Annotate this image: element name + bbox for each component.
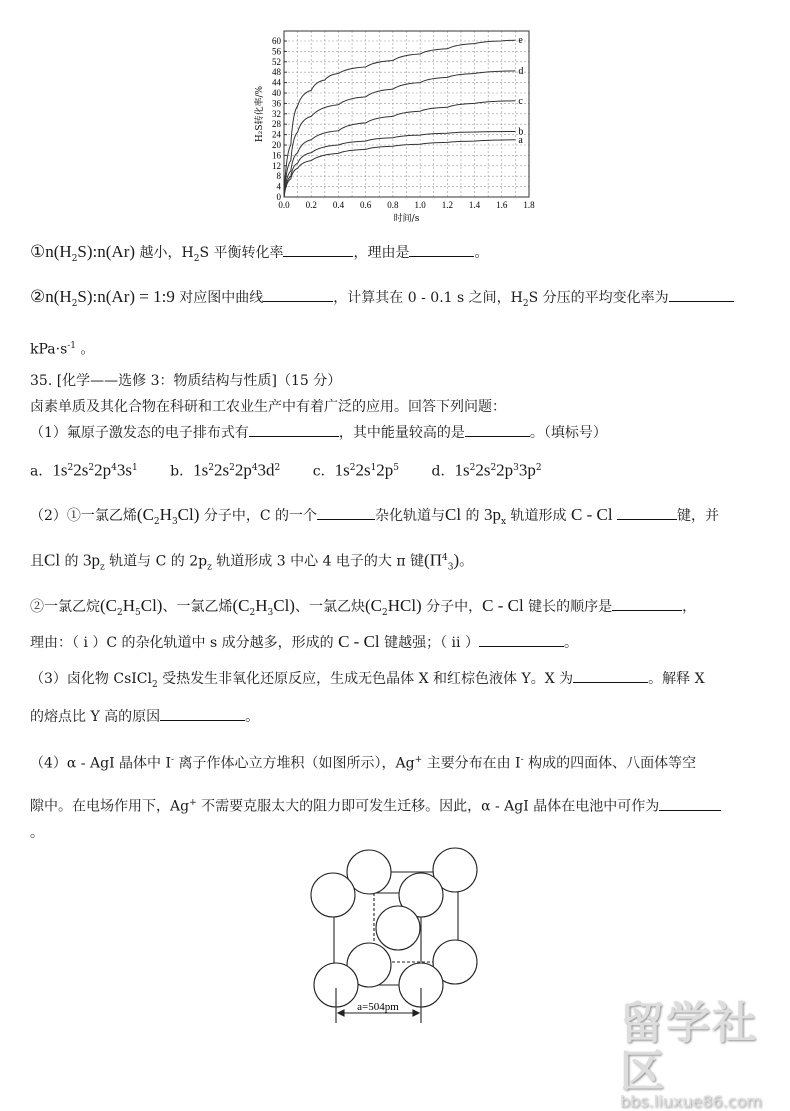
text-segment: 键越强；（ ii ） [379,635,479,651]
superscript: + [189,798,197,808]
text-segment: 轨道形成 3 中心 4 电子的大 π 键 [211,553,425,570]
subscript: z [207,562,212,573]
subscript: z [99,562,105,573]
x-tick-label: 1.6 [496,200,508,210]
superscript: 1 [131,463,138,473]
text-segment: 键长的顺序是 [523,599,613,615]
text-segment: 分子中，C 的一个 [199,508,318,524]
formula-text: HCl) [387,596,422,615]
text-segment: 分子中， [421,599,483,615]
y-axis-label: H₂S转化率/% [255,85,265,143]
text-segment: 不需要克服太大的阻力即可发生迁移。因此，α - AgI 晶体在电池中可作为 [196,798,660,815]
formula-text: C - Cl [338,632,380,651]
formula-text: 3p [484,505,501,524]
text-segment: 。 [76,341,95,358]
x-axis-label: 时间/s [393,214,420,224]
series-label-e: e [518,35,523,47]
text-line [30,422,607,443]
superscript: 2 [349,463,356,473]
subscript: 2 [151,679,158,690]
formula-text: C - Cl [570,505,613,524]
text-segment: 。 [474,245,489,261]
formula-text: H [122,596,136,615]
superscript: 2 [490,463,497,473]
text-line [30,287,734,314]
superscript: 2 [535,463,542,473]
subscript: 3 [267,607,274,618]
answer-blank[interactable] [479,632,564,647]
formula-text: 2p [94,460,112,480]
text-segment: 杂化轨道与 [375,508,446,524]
text-segment: ， [682,599,697,615]
superscript: 2 [274,463,281,473]
text-line [30,505,719,532]
text-segment: 理由：（ i ）C 的杂化轨道中 s 成分越多，形成的 [30,635,339,651]
y-tick-label: 56 [272,46,281,57]
text-segment: （2）①一氯乙烯 [30,508,137,524]
y-tick-label: 20 [272,140,281,150]
formula-text: ②n(H [30,287,72,306]
text-segment: ，计算其在 0 - 0.1 s 之间，H [333,290,523,306]
formula-text: 2p [234,460,252,480]
formula-text: Cl [44,550,61,570]
text-segment: c． [280,463,335,480]
watermark-logo [620,1000,790,1111]
formula-text: (Π [424,550,442,570]
formula-text: 2s [73,460,89,480]
formula-text: Cl) [140,596,163,615]
answer-blank[interactable] [283,242,353,257]
formula-text: 1s [454,460,470,480]
text-segment: 。解释 X [648,671,705,687]
text-line [30,548,473,577]
superscript: 4 [251,463,258,473]
formula-text: S):n(Ar) = 1:9 [77,287,175,306]
formula-text: H [159,505,172,524]
text-line [30,706,259,727]
x-tick-label: 0.6 [360,200,372,210]
text-segment: 对应图中曲线 [174,290,264,306]
superscript: 2 [469,463,476,473]
h2s-conversion-chart [250,25,540,230]
x-tick-label: 1.4 [468,200,481,210]
superscript: 1 [370,463,377,473]
text-segment: b． [137,463,194,480]
text-segment: 卤素单质及其化合物在科研和工农业生产中有着广泛的应用。回答下列问题： [30,399,506,415]
formula-text: ) [453,550,460,570]
superscript: - [171,755,175,765]
formula-text: 3s [116,460,132,480]
text-segment: 键，并 [677,508,719,524]
formula-text: 1s [334,460,350,480]
answer-blank[interactable] [160,706,245,721]
y-tick-label: 4 [276,181,281,192]
formula-text: 3d [257,460,275,480]
formula-text: 3p [518,460,536,480]
text-segment: d． [399,463,455,480]
text-segment: ，理由是 [353,245,410,261]
subscript: 2 [381,607,388,618]
formula-text: C - Cl [482,596,524,615]
superscript: 2 [88,463,95,473]
lattice-constant-label: a=504pm [357,1001,399,1013]
text-line [30,823,44,843]
text-segment: ，其中能量较高的是 [338,425,465,441]
text-segment: ②一氯乙烷 [30,599,100,615]
series-line-e [284,40,515,197]
formula-text: (C [232,596,250,615]
series-line-b [284,131,515,197]
y-tick-label: 52 [272,56,281,67]
text-line [30,336,95,360]
watermark-main: 留学社区 [620,998,758,1097]
answer-blank[interactable] [612,596,682,611]
answer-blank[interactable] [573,668,648,683]
text-segment: 35. [化学——选修 3：物质结构与性质]（15 分） [30,373,342,389]
text-segment: 越小，H [135,245,194,261]
superscript: 4 [111,463,117,473]
text-segment: 轨道形成 [506,508,571,524]
watermark-url: bbs.liuxue86.com [620,1092,762,1111]
y-tick-label: 36 [272,98,281,109]
y-tick-label: 60 [272,36,281,46]
text-segment: 的熔点比 Y 高的原因 [30,709,161,725]
text-segment: （1）氟原子激发态的电子排布式有 [30,425,249,441]
formula-text: (C [100,596,117,615]
y-tick-label: 8 [276,171,281,182]
text-segment: 且 [30,553,44,570]
text-segment: 的 [461,508,484,524]
x-tick-label: 1.0 [414,200,426,210]
text-segment: 。（填标号） [529,425,607,441]
formula-text: S):n(Ar) [77,242,136,261]
y-tick-label: 16 [272,150,281,161]
y-tick-label: 32 [272,108,281,119]
formula-text: 1s [193,460,209,480]
formula-text: (C [136,505,154,524]
text-line [30,458,542,482]
subscript: 2 [71,253,78,264]
formula-text: 2p [496,460,514,480]
superscript: 3 [513,463,519,473]
y-tick-label: 48 [272,67,281,78]
formula-text: 2s [355,460,371,480]
formula-text: Cl) [273,596,295,615]
x-tick-label: 0.8 [387,200,399,210]
text-segment: （3）卤化物 CsICl [30,671,152,687]
x-tick-label: 0.0 [278,200,290,210]
formula-text: 2p [376,460,394,480]
superscript: 4 [441,553,448,563]
y-tick-label: 40 [272,88,281,98]
subscript: x [501,516,507,527]
text-line [30,596,696,623]
subscript: 2 [117,607,123,618]
superscript: + [414,755,423,765]
text-segment: 、一氯乙烯 [162,599,233,615]
text-segment: 。 [245,709,260,725]
subscript: 2 [153,516,160,527]
text-segment: 。 [459,553,474,570]
series-line-d [284,71,515,197]
text-segment: S 分压的平均变化率为 [528,290,669,306]
text-segment: kPa·s [30,341,68,358]
superscript: 2 [208,463,214,473]
superscript: - [520,755,524,765]
text-segment: 的 [60,553,83,570]
text-line [30,750,696,774]
y-tick-label: 0 [276,192,281,202]
formula-text: 2s [475,460,491,480]
series-label-d: d [518,65,524,77]
formula-text: Cl) [177,505,200,524]
x-tick-label: 1.8 [523,200,535,210]
formula-text: ①n(H [30,242,72,261]
answer-blank[interactable] [317,505,375,520]
text-line [30,397,506,417]
superscript: 2 [67,463,74,473]
y-tick-label: 12 [272,160,281,171]
superscript: -1 [67,341,77,351]
superscript: 5 [393,463,400,473]
text-segment: 轨道与 C 的 2p [104,553,208,570]
answer-blank[interactable] [617,505,677,520]
subscript: 3 [447,562,454,573]
series-label-b: b [518,126,524,138]
y-tick-label: 44 [272,77,281,88]
formula-text: 3p [82,550,100,570]
formula-text: (C [364,596,382,615]
subscript: 2 [522,298,529,309]
subscript: 2 [249,607,256,618]
subscript: 3 [171,516,178,527]
text-segment: 构成的四面体、八面体等空 [523,755,697,772]
agi-crystal-figure [300,840,500,1040]
formula-text: H [255,596,268,615]
text-segment: 、一氯乙炔 [294,599,365,615]
subscript: 5 [135,607,141,618]
answer-blank[interactable] [465,422,530,437]
text-segment: 隙中。在电场作用下，Ag [30,798,190,815]
answer-blank[interactable] [249,422,339,437]
text-segment: （4）α - AgI 晶体中 I [30,755,172,772]
text-line [30,668,705,695]
formula-text: Cl [445,505,462,524]
text-segment: 主要分布在由 I [422,755,521,772]
text-segment: 。 [30,825,44,841]
series-label-c: c [518,95,523,107]
text-line [30,242,488,269]
subscript: 2 [193,253,200,264]
answer-blank[interactable] [659,796,721,811]
text-segment: a． [30,463,53,480]
text-segment: 受热发生非氧化还原反应，生成无色晶体 X 和红棕色液体 Y。X 为 [157,671,574,687]
x-tick-label: 0.4 [332,200,345,210]
x-tick-label: 1.2 [441,200,453,210]
x-tick-label: 0.2 [305,200,317,210]
text-segment: S 平衡转化率 [199,245,284,261]
y-tick-label: 28 [272,119,281,130]
series-label-a: a [518,134,523,146]
subscript: 2 [71,298,78,309]
text-segment: 。 [563,635,578,651]
answer-blank[interactable] [263,287,333,302]
answer-blank[interactable] [669,287,734,302]
text-line [30,793,721,817]
answer-blank[interactable] [409,242,474,257]
text-line [30,632,578,653]
y-tick-label: 24 [272,129,281,140]
superscript: 2 [229,463,235,473]
text-segment: 离子作体心立方堆积（如图所示），Ag [174,755,415,772]
formula-text: 2s [213,460,230,480]
text-line [30,371,341,391]
formula-text: 1s [52,460,68,480]
